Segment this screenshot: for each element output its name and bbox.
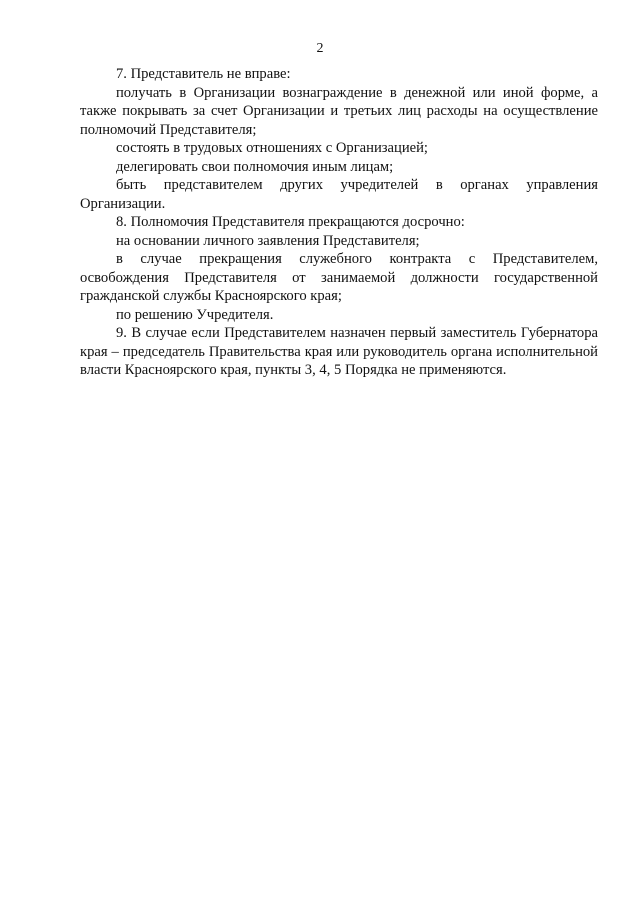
paragraph-8-item-founder-decision: по решению Учредителя.: [116, 306, 274, 323]
paragraph-7-item-remuneration: получать в Организации вознаграждение в денежной или иной форме, а также покрывать за счет Организации и третьих лиц расходы на осуществление полномочий Представителя;: [80, 84, 598, 138]
paragraph-8-heading: 8. Полномочия Представителя прекращаются досрочно:: [116, 214, 465, 230]
paragraph-7-item-other-founders: быть представителем других учредителей в органах управления Организации.: [80, 177, 598, 212]
paragraph-9: 9. В случае если Представителем назначен первый заместитель Губернатора края – председатель Правительства края или руководитель органа исполнительной власти Красноярского края, пункты 3, 4, 5 Порядка не применяются.: [80, 325, 598, 378]
paragraph-7-heading: 7. Представитель не вправе:: [116, 66, 291, 82]
document-body: [80, 65, 598, 380]
paragraph-8-item-contract-termination: в случае прекращения служебного контракта с Представителем, освобождения Представителя от занимаемой должности государственной гражданской службы Красноярского края;: [80, 251, 598, 304]
paragraph-7-item-delegation: делегировать свои полномочия иным лицам;: [116, 158, 394, 175]
paragraph-8-item-personal-statement: на основании личного заявления Представителя;: [116, 232, 420, 249]
paragraph-7-item-labor-relations: состоять в трудовых отношениях с Организацией;: [116, 140, 428, 156]
page-number: 2: [316, 41, 324, 56]
